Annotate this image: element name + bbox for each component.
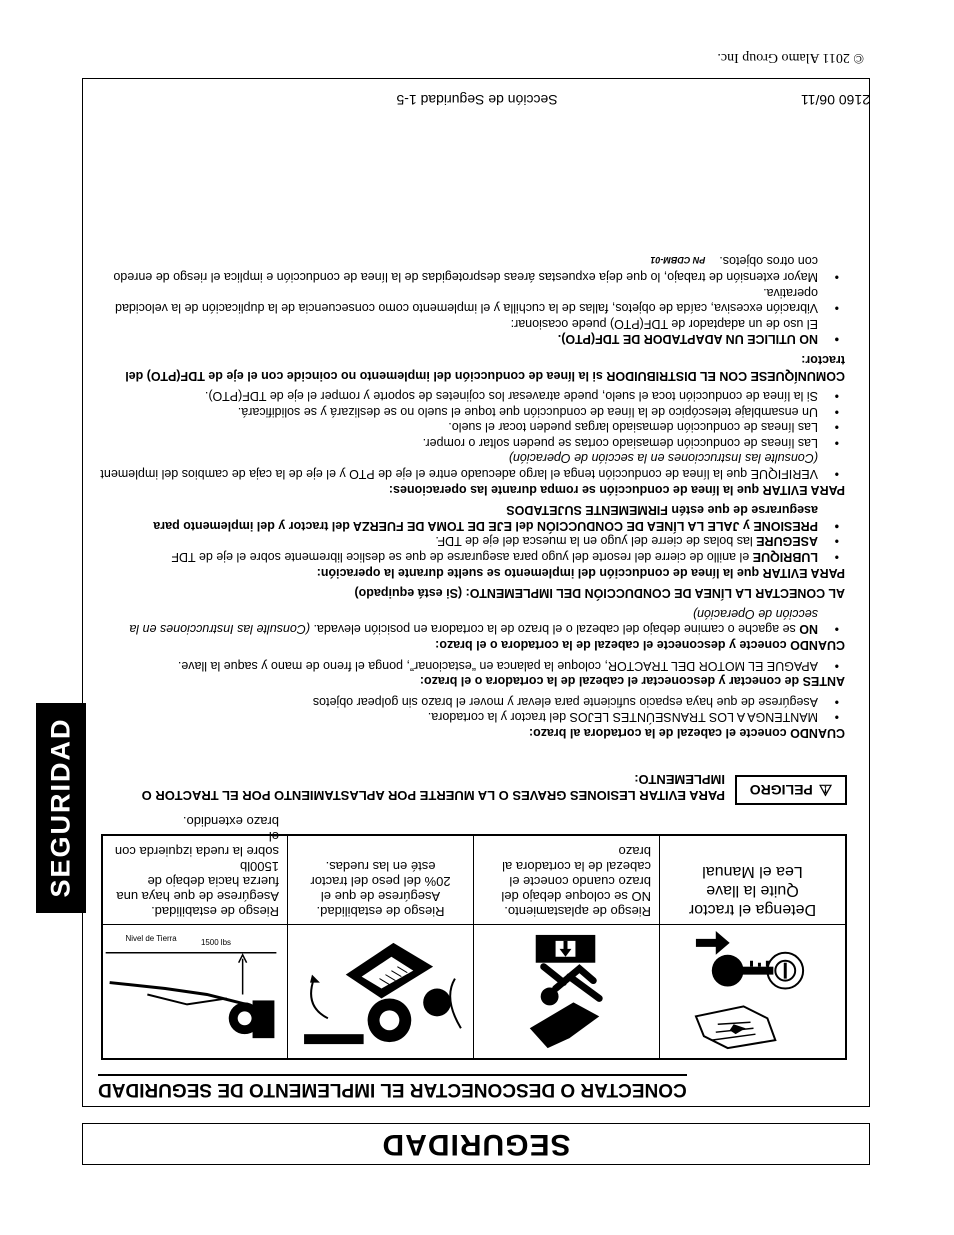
header-box: [82, 1123, 870, 1165]
caption-line: Riesgo de estabilidad.: [316, 904, 445, 919]
side-tab: [36, 703, 86, 913]
item-text: Mayor extensión de trabajo, lo que deja expuestas áreas desprotegidas de la línea de conducción e implica el riesgo de enredo con otros objetos.: [113, 254, 818, 284]
item-text: el anillo de cierre del resorte del yugo para asegurarse de que se deslice libremente sobre el eje de TDF: [171, 550, 753, 565]
instructions-body: [100, 252, 845, 745]
list-item: • Si la línea de conducción toca el suelo, puede atravesar los cojinetes de soporte y romper el eje de TDF(PTO).: [100, 388, 845, 404]
caption-line: Quite la llave: [706, 882, 799, 899]
item-text: se agache o camine debajo del cabezal o el brazo de la cortadora en posición elevada.: [310, 622, 800, 637]
heading-cuando-desconecte: [100, 636, 845, 652]
weight-label: 1500 lbs: [200, 937, 231, 947]
ground-label: Nivel de Tierra: [125, 933, 177, 943]
list-item: • Las líneas de conducción demasiado cortas se pueden soltar o romper.: [100, 434, 845, 450]
list-item: • Asegúrese de que haya espacio suficiente para elevar y mover el brazo sin golpear objetos: [100, 693, 845, 709]
item-italic: (Consulte las Instrucciones en la sección de Operación): [508, 451, 818, 466]
header-title: SEGURIDAD: [381, 1128, 571, 1161]
arm-extended-icon: [103, 925, 287, 1058]
list-item: [100, 252, 845, 284]
danger-badge: [735, 775, 847, 805]
section-title-text: CONECTAR O DESCONECTAR EL IMPLEMENTO DE SEGURIDAD: [98, 1074, 687, 1100]
heading-rest: conecte y desconecte el cabezal de la cortadora o el brazo:: [435, 638, 791, 653]
list-adaptador: [100, 331, 845, 347]
list-item: [100, 548, 845, 564]
kw-antes: ANTES: [802, 674, 845, 689]
caption-line: 20% del peso del tractor: [310, 874, 451, 889]
safety-pictogram-table: [101, 814, 847, 1060]
list-item: [100, 450, 845, 481]
pictogram-stability-20: [287, 924, 473, 1058]
item-text: las bolas de cierre del yugo en la muesca del eje de TDF.: [435, 534, 757, 549]
list-adaptador-risks: [100, 252, 845, 315]
part-number-ref: PN CDBM-01: [650, 255, 706, 266]
item-text: VERIFIQUE que la línea de conducción tenga el largo adecuado entre el eje de PTO y el eje de la caja de cambios del implement: [100, 467, 818, 482]
adaptador-sub: El uso de un adaptador de TDF(PTO) puede ocasionar:: [510, 316, 818, 331]
kw-lubrique: LUBRIQUE: [752, 550, 818, 565]
danger-warning: [105, 771, 847, 805]
caption-line: brazo extendido.: [182, 814, 279, 829]
warning-triangle-icon: ⚠: [818, 781, 833, 798]
caption-stability-1500: [103, 814, 287, 924]
heading-rest: de conectar y desconectar el cabezal de la cortadora o el brazo:: [419, 674, 803, 689]
caption-line: brazo: [618, 844, 651, 859]
list-evitar-rompa: [100, 388, 845, 482]
list-item: • Vibración excesiva, caída de objetos, fallas de la cuchilla y el implemento como consecuencia de la duplicación de la velocidad operativa.: [100, 284, 845, 315]
pictogram-crush-hazard: [473, 924, 659, 1058]
caption-line: fuerza hacia debajo de 1500lb: [147, 859, 279, 889]
kw-no: NO: [799, 622, 818, 637]
item-italic: (Consulte las Instrucciones en la sección de Operación): [129, 606, 818, 637]
stop-key-manual-icon: [660, 925, 845, 1058]
list-item: [100, 605, 845, 636]
heading-comuniquese: COMUNÍQUESE CON EL DISTRIBUIDOR si la línea de conducción del implemento no coincide con el eje de TDF(PTO) del tractor:: [125, 352, 845, 383]
kw-cuando: CUANDO: [790, 726, 845, 740]
heading-al-conectar: AL CONECTAR LA LÍNEA DE CONDUCCIÓN DEL IMPLEMENTO: (Si está equipado): [354, 586, 845, 601]
footer-model-date: 2160 06/11: [800, 92, 870, 108]
kw-cuando: CUANDO: [790, 638, 845, 653]
caption-line: sobre la rueda izquierda con el: [114, 829, 279, 859]
caption-line: esté en las ruedas.: [325, 859, 436, 874]
caption-stability-20: [287, 836, 473, 924]
list-item: [100, 533, 845, 549]
list-item: • Las líneas de conducción demasiado largas pueden tocar el suelo.: [100, 419, 845, 435]
caption-line: cabezal de la cortadora al: [502, 859, 651, 874]
copyright: © 2011 Alamo Group Inc.: [717, 50, 864, 65]
caption-line: Asegúrese de que el: [320, 889, 441, 904]
caption-line: Riesgo de estabilidad.: [151, 904, 279, 919]
danger-text: PARA EVITAR LESIONES GRAVES O LA MUERTE POR APLASTAMIENTO POR EL TRACTOR O IMPLEMENTO:: [141, 772, 725, 803]
caption-line: Lea el Manual: [702, 863, 803, 880]
list-item: • Un ensamblaje telescópico de la línea de conducción que toque el suelo no se deslizará y se solidificará.: [100, 403, 845, 419]
footer-section-page: Sección de Seguridad 1-5: [396, 92, 558, 108]
list-item-no-utilice: • NO UTILICE UN ADAPTADOR DE TDF(PTO).: [100, 331, 845, 347]
heading-rest: conecte el cabezal de la cortadora al brazo:: [528, 726, 791, 740]
pictogram-stop-tractor: [659, 924, 845, 1058]
kw-asegure: ASEGURE: [756, 534, 818, 549]
heading-cuando-conecte: [100, 724, 845, 740]
heading-evitar-suelte: PARA EVITAR que la línea de conducción del implemento se suelte durante la operación:: [316, 565, 845, 580]
list-evitar-suelte: [100, 502, 845, 564]
caption-line: Detenga el tractor: [688, 901, 817, 918]
list-item: • MANTENGA A LOS TRANSEÚNTES LEJOS del tractor y la cortadora.: [100, 709, 845, 725]
caption-line: NO se coloque debajo del: [501, 889, 651, 904]
tractor-tipping-icon: [288, 925, 473, 1058]
list-cuando-conecte: [100, 693, 845, 724]
list-item: • PRESIONE y JALE LA LÍNEA DE CONDUCCIÓN del EJE DE TOMA DE FUERZA del tractor y del implemento para asegurarse de que estén FIRMEMENTE SUJETADOS: [100, 502, 845, 533]
side-tab-label: SEGURIDAD: [45, 717, 76, 899]
caption-line: Riesgo de aplastamiento.: [504, 904, 651, 919]
caption-line: brazo cuando conecte el: [509, 874, 651, 889]
heading-evitar-rompa: PARA EVITAR que la línea de conducción se rompa durante las operaciones:: [388, 482, 845, 497]
caption-stop-tractor: [659, 836, 845, 924]
danger-label: PELIGRO: [749, 782, 813, 798]
crush-hazard-icon: [474, 925, 659, 1058]
caption-crush-hazard: [473, 836, 659, 924]
section-title: [98, 1074, 858, 1100]
list-item: • APAGUE EL MOTOR DEL TRACTOR, coloque la palanca en “estacionar”, ponga el freno de mano y saque la llave.: [100, 657, 845, 673]
list-cuando-desconecte: [100, 605, 845, 636]
heading-antes: [100, 673, 845, 689]
pictogram-stability-1500: [103, 924, 287, 1058]
list-antes: [100, 657, 845, 673]
caption-line: Asegúrese de que haya una: [116, 889, 279, 904]
